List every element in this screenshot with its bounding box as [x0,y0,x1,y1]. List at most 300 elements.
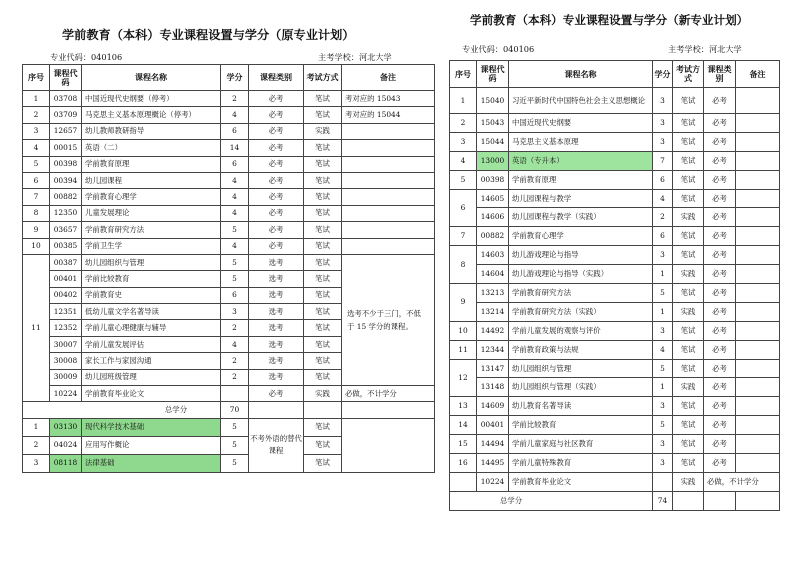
row-type: 必考 [704,132,736,151]
row-credit: 6 [653,170,673,189]
row-code: 14492 [477,321,509,340]
row-no: 11 [23,254,50,402]
right-title: 学前教育（本科）专业课程设置与学分（新专业计划） [470,13,749,27]
row-type: 选考 [249,304,304,320]
row-no: 16 [450,454,477,473]
row-no: 3 [23,454,50,472]
row-no: 8 [450,246,477,284]
row-name: 幼儿教师教研指导 [82,123,221,139]
right-major-code: 专业代码：040106 [462,44,535,54]
row-note [342,140,435,156]
table-row [450,208,780,227]
header-name: 课程名称 [509,61,653,88]
row-type: 必考 [704,435,736,454]
row-code: 13147 [477,359,509,378]
row-no: 4 [23,140,50,156]
row-credit: 4 [221,238,249,254]
table-row [450,302,780,321]
row-note: 必做，不计学分 [342,386,435,402]
row-name: 学前教育政策与法规 [509,340,653,359]
header-exam: 考试方式 [673,61,704,88]
row-credit: 1 [653,302,673,321]
left-title: 学前教育（本科）专业课程设置与学分（原专业计划） [62,28,355,42]
table-row [450,151,780,170]
row-name: 学前教育心理学 [82,189,221,205]
row-credit: 5 [653,416,673,435]
row-name: 学前教育原理 [509,170,653,189]
row-credit: 5 [221,222,249,238]
row-code: 04024 [50,436,82,454]
row-code: 14494 [477,435,509,454]
row-name: 幼儿园班级管理 [82,369,221,385]
row-exam: 实践 [673,208,704,227]
row-exam: 笔试 [304,436,342,454]
table-row [23,140,435,156]
table-row [450,132,780,151]
row-exam: 笔试 [673,246,704,265]
row-type: 选考 [249,369,304,385]
row-code: 03130 [50,418,82,436]
row-type: 选考 [249,271,304,287]
row-credit [221,386,249,402]
row-name: 学前教育研究方法 [509,284,653,303]
row-exam: 实践 [304,386,342,402]
row-exam: 笔试 [304,304,342,320]
row-no: 11 [450,340,477,359]
row-type: 必考 [704,114,736,133]
row-exam: 笔试 [304,140,342,156]
right-exam-school: 主考学校：河北大学 [668,44,742,54]
row-code: 14495 [477,454,509,473]
row-exam: 笔试 [304,369,342,385]
row-no: 6 [23,172,50,188]
row-type: 选考 [249,320,304,336]
row-no: 7 [450,227,477,246]
row-name: 幼儿园课程 [82,172,221,188]
row-type: 必考 [704,454,736,473]
row-no: 15 [450,435,477,454]
row-note [342,123,435,139]
table-row [450,227,780,246]
row-credit: 4 [221,205,249,221]
header-note: 备注 [342,65,435,91]
row-credit: 1 [653,265,673,284]
total-row [450,491,780,510]
row-exam: 笔试 [304,156,342,172]
total-row [23,402,435,418]
table-row [23,418,435,436]
header-type: 课程类别 [704,61,736,88]
substitute-type: 不考外语的替代课程 [249,418,304,472]
row-code: 30009 [50,369,82,385]
row-name: 学前儿童发展的观察与评价 [509,321,653,340]
row-name: 学前教育毕业论文 [509,472,653,491]
table-row [450,359,780,378]
row-code: 00401 [477,416,509,435]
header-code: 课程代码 [477,61,509,88]
row-type: 必考 [704,189,736,208]
table-row [450,454,780,473]
table-row [23,222,435,238]
row-exam: 笔试 [673,189,704,208]
row-no: 2 [450,114,477,133]
row-type: 必考 [249,386,304,402]
row-credit [653,472,673,491]
row-no: 10 [23,238,50,254]
row-name: 学前卫生学 [82,238,221,254]
row-code: 03657 [50,222,82,238]
header-type: 课程类别 [249,65,304,91]
total-label: 总学分 [450,491,653,510]
row-code: 15043 [477,114,509,133]
row-name: 学前教育毕业论文 [82,386,221,402]
row-type: 必考 [249,156,304,172]
row-no: 9 [23,222,50,238]
row-no: 12 [450,359,477,397]
row-type: 选考 [249,336,304,352]
row-code: 14609 [477,397,509,416]
row-code: 12350 [50,205,82,221]
row-name: 习近平新时代中国特色社会主义思想概论 [509,88,653,114]
row-code: 15044 [477,132,509,151]
row-name: 学前儿童心理健康与辅导 [82,320,221,336]
row-credit: 4 [653,340,673,359]
row-credit: 3 [653,88,673,114]
row-code: 00385 [50,238,82,254]
row-credit: 3 [221,304,249,320]
row-code: 13148 [477,378,509,397]
row-no: 13 [450,397,477,416]
table-row [450,397,780,416]
row-no: 2 [23,107,50,123]
row-no [450,472,477,491]
row-no: 3 [23,123,50,139]
row-no: 2 [23,436,50,454]
row-exam: 笔试 [673,114,704,133]
row-credit: 6 [653,227,673,246]
total-label: 总学分 [23,402,221,418]
right-course-table [449,60,780,511]
row-type: 必考 [704,359,736,378]
row-credit: 5 [221,271,249,287]
table-row [23,189,435,205]
row-type: 必考 [704,340,736,359]
row-exam: 笔试 [673,132,704,151]
row-note: 考对应的 15044 [342,107,435,123]
row-code: 12352 [50,320,82,336]
row-type: 必考 [249,222,304,238]
total-value: 74 [653,491,673,510]
row-exam: 笔试 [304,353,342,369]
row-code: 13213 [477,284,509,303]
row-credit: 3 [653,435,673,454]
row-name: 学前教育心理学 [509,227,653,246]
table-row [450,189,780,208]
row-name: 低幼儿童文学名著导读 [82,304,221,320]
row-type: 必考 [704,397,736,416]
row-code: 00882 [477,227,509,246]
row-name: 学前教育研究方法（实践） [509,302,653,321]
row-name: 幼儿园课程与教学（实践） [509,208,653,227]
header-no: 序号 [450,61,477,88]
row-exam: 笔试 [673,321,704,340]
row-credit: 5 [221,418,249,436]
row-exam: 实践 [304,123,342,139]
row-exam: 笔试 [304,238,342,254]
row-code: 08118 [50,454,82,472]
row-exam: 笔试 [673,416,704,435]
row-name: 幼儿教育名著导读 [509,397,653,416]
row-code: 00402 [50,287,82,303]
table-row [23,91,435,107]
row-exam: 笔试 [304,205,342,221]
row-exam: 笔试 [673,227,704,246]
row-type: 必考 [249,189,304,205]
row-exam: 实践 [673,302,704,321]
row-exam: 笔试 [673,284,704,303]
row-type: 必考 [704,416,736,435]
row-exam: 笔试 [304,454,342,472]
table-row [23,123,435,139]
row-note [342,172,435,188]
row-code: 03709 [50,107,82,123]
row-type: 必考 [704,378,736,397]
row-type: 必考 [704,321,736,340]
row-name: 学前教育研究方法 [82,222,221,238]
row-code: 12344 [477,340,509,359]
row-exam: 笔试 [304,287,342,303]
row-code: 30007 [50,336,82,352]
row-code: 10224 [50,386,82,402]
row-name: 学前儿童发展评估 [82,336,221,352]
row-name: 幼儿园课程与教学 [509,189,653,208]
row-credit: 5 [221,254,249,270]
row-credit: 2 [221,320,249,336]
row-code: 00015 [50,140,82,156]
row-name: 幼儿园组织与管理 [509,359,653,378]
row-name: 中国近现代史纲要（停考） [82,91,221,107]
total-value: 70 [221,402,249,418]
row-exam: 笔试 [304,222,342,238]
row-code: 00398 [50,156,82,172]
row-type: 必考 [704,265,736,284]
row-code: 03708 [50,91,82,107]
row-name: 学前儿童特殊教育 [509,454,653,473]
row-type: 必考 [704,227,736,246]
row-code: 13214 [477,302,509,321]
table-row [450,321,780,340]
row-credit: 5 [221,454,249,472]
left-major-code: 专业代码：040106 [50,52,123,62]
row-no: 14 [450,416,477,435]
table-row [450,246,780,265]
row-credit: 3 [653,397,673,416]
row-type: 必考 [704,151,736,170]
row-type: 必考 [249,123,304,139]
header-note: 备注 [736,61,780,88]
row-credit: 3 [653,132,673,151]
row-exam: 笔试 [673,151,704,170]
row-name: 英语（专升本） [509,151,653,170]
table-row [23,156,435,172]
row-code: 14605 [477,189,509,208]
row-name: 马克思主义基本原理 [509,132,653,151]
row-note [342,205,435,221]
row-exam: 笔试 [673,359,704,378]
row-no: 4 [450,151,477,170]
row-type: 必考 [704,208,736,227]
row-credit: 5 [653,284,673,303]
row-code: 00882 [50,189,82,205]
table-row [450,88,780,114]
table-row [23,386,435,402]
row-code: 14606 [477,208,509,227]
row-name: 幼儿游戏理论与指导（实践） [509,265,653,284]
row-name: 幼儿游戏理论与指导 [509,246,653,265]
row-credit: 6 [221,123,249,139]
row-credit: 14 [221,140,249,156]
table-row [23,254,435,270]
left-course-table [22,64,435,473]
table-row [23,172,435,188]
row-type: 必考 [249,107,304,123]
row-name: 幼儿园组织与管理（实践） [509,378,653,397]
row-type: 必考 [704,284,736,303]
row-no: 1 [450,88,477,114]
table-row [450,435,780,454]
row-type: 必考 [249,91,304,107]
row-name: 法律基础 [82,454,221,472]
row-type: 必考 [249,205,304,221]
row-no: 3 [450,132,477,151]
row-code: 14603 [477,246,509,265]
row-type: 选考 [249,353,304,369]
row-type: 必考 [704,88,736,114]
row-credit: 5 [653,359,673,378]
row-name: 幼儿园组织与管理 [82,254,221,270]
row-exam: 笔试 [304,254,342,270]
row-code: 30008 [50,353,82,369]
row-no: 1 [23,91,50,107]
row-code: 14604 [477,265,509,284]
table-row [23,205,435,221]
row-note [342,156,435,172]
table-row [450,378,780,397]
table-row [23,107,435,123]
table-row [450,265,780,284]
table-row [450,114,780,133]
row-credit: 4 [653,189,673,208]
row-name: 应用写作概论 [82,436,221,454]
row-name: 现代科学技术基础 [82,418,221,436]
table-row [450,416,780,435]
row-code: 12351 [50,304,82,320]
row-code: 00401 [50,271,82,287]
row-credit: 6 [221,287,249,303]
row-credit: 6 [221,156,249,172]
row-type: 选考 [249,254,304,270]
row-name: 学前儿童家庭与社区教育 [509,435,653,454]
table-row [450,170,780,189]
row-type: 选考 [249,287,304,303]
row-type: 必考 [249,238,304,254]
row-credit: 2 [221,369,249,385]
table-row [23,238,435,254]
row-note [342,238,435,254]
row-credit: 4 [221,172,249,188]
row-note [342,189,435,205]
row-exam: 笔试 [304,107,342,123]
table-row [450,284,780,303]
row-name: 学前比较教育 [82,271,221,287]
row-name: 家长工作与家园沟通 [82,353,221,369]
row-credit: 3 [653,321,673,340]
row-credit: 3 [653,246,673,265]
row-type: 必考 [249,140,304,156]
row-no: 5 [23,156,50,172]
table-row [450,340,780,359]
row-exam: 笔试 [673,340,704,359]
row-exam: 笔试 [304,336,342,352]
row-credit: 4 [221,107,249,123]
row-code: 00387 [50,254,82,270]
row-exam: 笔试 [673,397,704,416]
row-name: 中国近现代史纲要 [509,114,653,133]
row-no: 8 [23,205,50,221]
row-note [342,222,435,238]
row-type: 必考 [704,246,736,265]
row-exam: 笔试 [304,418,342,436]
header-exam: 考试方式 [304,65,342,91]
row-name: 学前教育原理 [82,156,221,172]
row-credit: 4 [221,189,249,205]
row-code: 00398 [477,170,509,189]
left-exam-school: 主考学校：河北大学 [318,52,392,62]
row-code: 15040 [477,88,509,114]
row-no: 10 [450,321,477,340]
row-exam: 笔试 [304,189,342,205]
row-code: 12657 [50,123,82,139]
row-exam: 实践 [673,378,704,397]
row-no: 7 [23,189,50,205]
row-exam: 笔试 [673,170,704,189]
row-exam: 笔试 [304,172,342,188]
row-name: 学前比较教育 [509,416,653,435]
row-credit: 3 [653,114,673,133]
row-credit: 2 [653,208,673,227]
row-name: 学前教育史 [82,287,221,303]
row-credit: 7 [653,151,673,170]
row-credit: 2 [221,353,249,369]
row-name: 儿童发展理论 [82,205,221,221]
row-credit: 3 [653,454,673,473]
row-credit: 4 [221,336,249,352]
header-name: 课程名称 [82,65,221,91]
row-type: 必考 [704,170,736,189]
table-row [450,472,780,491]
row-name: 英语（二） [82,140,221,156]
header-code: 课程代码 [50,65,82,91]
row-no: 9 [450,284,477,322]
row-exam: 笔试 [304,91,342,107]
row-exam: 笔试 [304,271,342,287]
row-credit: 5 [221,436,249,454]
row-type: 必考 [704,302,736,321]
row-type: 必考 [249,172,304,188]
row-code: 00394 [50,172,82,188]
row-no: 1 [23,418,50,436]
row-credit: 2 [221,91,249,107]
